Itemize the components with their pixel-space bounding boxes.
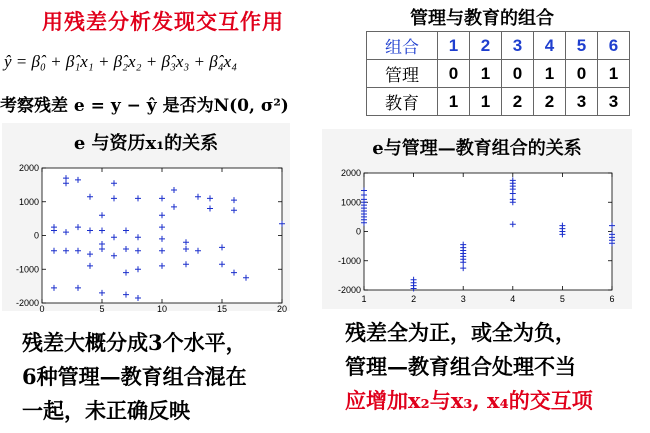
table-row-education (367, 88, 630, 116)
table-row-label: 管理 (367, 60, 438, 88)
table-cell: 3 (598, 88, 630, 116)
table-cell: 4 (534, 32, 566, 60)
regression-equation: ŷ = β̂₀ + β̂₁x₁ + β̂₂x₂ + β̂₃x₃ + β̂₄x₄ (4, 52, 238, 71)
left-plot-title: e 与资历x₁的关系 (73, 133, 219, 154)
x-tick-label: 20 (276, 304, 288, 314)
table-cell: 0 (566, 60, 598, 88)
x-tick-label: 5 (559, 294, 565, 304)
left-conclusion-line: 残差大概分成3个水平， (22, 330, 247, 355)
right-conclusion-recommendation: 应增加x₂与x₃, x₄的交互项 (345, 388, 593, 413)
table-cell: 0 (438, 60, 470, 88)
table-cell: 6 (598, 32, 630, 60)
table-title: 管理与教育的组合 (410, 8, 554, 29)
plot-area (364, 173, 612, 290)
x-tick-label: 6 (609, 294, 615, 304)
y-tick-label: 2000 (340, 168, 361, 178)
table-row-label: 组合 (367, 32, 438, 60)
table-cell: 1 (470, 60, 502, 88)
y-tick-label: 1000 (340, 197, 361, 208)
residual-vs-seniority-plot (2, 155, 290, 315)
table-row-combination (367, 32, 630, 60)
table-cell: 1 (534, 60, 566, 88)
table-cell: 3 (502, 32, 534, 60)
right-conclusion-line: 管理—教育组合处理不当 (345, 354, 576, 379)
y-tick-label: 1000 (18, 196, 39, 207)
table-cell: 1 (438, 88, 470, 116)
left-conclusion (22, 326, 247, 428)
residual-vs-combination-plot (322, 163, 632, 313)
left-conclusion-line: 一起，未正确反映 (22, 398, 190, 423)
table-cell: 2 (470, 32, 502, 60)
combination-table (366, 31, 630, 116)
slide-title: 用残差分析发现交互作用 (42, 9, 284, 34)
table-cell: 1 (438, 32, 470, 60)
table-cell: 2 (502, 88, 534, 116)
x-tick-label: 10 (156, 304, 168, 314)
table-cell: 2 (534, 88, 566, 116)
table-cell: 5 (566, 32, 598, 60)
table-cell: 0 (502, 60, 534, 88)
x-tick-label: 4 (510, 294, 516, 304)
y-tick-label: -1000 (15, 264, 39, 275)
table-cell: 3 (566, 88, 598, 116)
right-conclusion (345, 316, 593, 418)
y-tick-label: -1000 (337, 255, 361, 266)
x-tick-label: 5 (99, 304, 105, 314)
residual-test-text: 考察残差 e = y − ŷ 是否为N(0, σ²) (0, 96, 289, 116)
x-tick-label: 15 (216, 304, 228, 314)
x-tick-label: 2 (411, 294, 417, 304)
x-tick-label: 3 (460, 294, 466, 304)
x-tick-label: 0 (39, 304, 45, 314)
y-tick-label: -2000 (337, 285, 361, 295)
y-tick-label: 2000 (18, 163, 39, 173)
table-cell: 1 (598, 60, 630, 88)
table-row-label: 教育 (367, 88, 438, 116)
y-tick-label: 0 (355, 226, 361, 237)
table-row-management (367, 60, 630, 88)
x-tick-label: 1 (361, 294, 367, 304)
right-plot-panel (322, 129, 632, 309)
right-plot-title: e与管理—教育组合的关系 (372, 138, 582, 159)
table-cell: 1 (470, 88, 502, 116)
right-conclusion-line: 残差全为正，或全为负， (345, 320, 576, 345)
y-tick-label: -2000 (15, 298, 39, 308)
left-plot-panel (2, 123, 290, 314)
y-tick-label: 0 (33, 230, 39, 241)
left-conclusion-line: 6种管理—教育组合混在 (22, 364, 247, 389)
plot-area (42, 168, 282, 303)
